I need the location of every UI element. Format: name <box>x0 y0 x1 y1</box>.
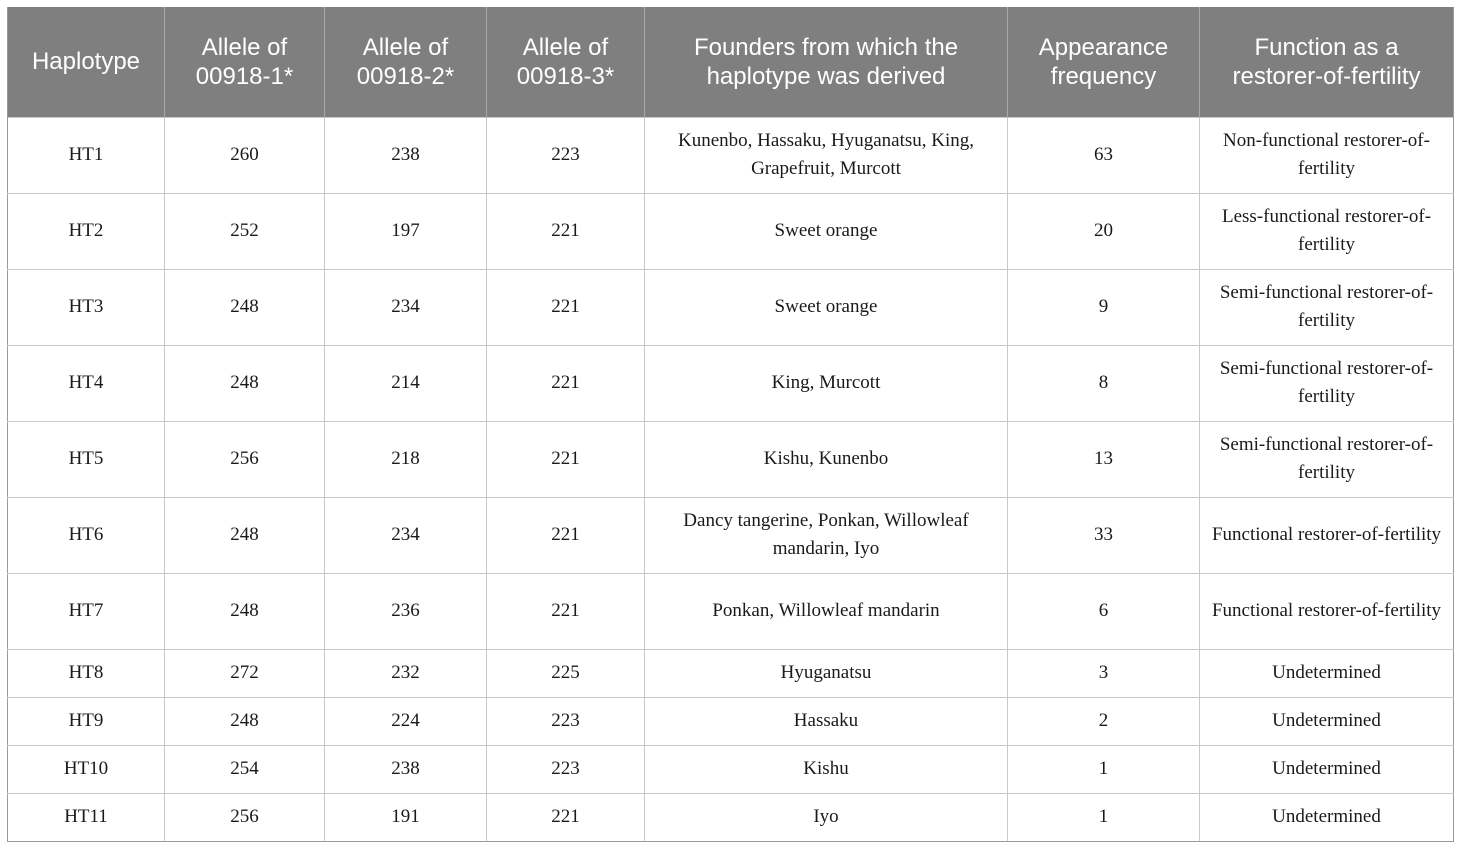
haplotype-cell: HT3 <box>8 269 165 345</box>
allele-3-cell: 223 <box>487 117 645 193</box>
frequency-cell: 20 <box>1008 193 1200 269</box>
frequency-cell: 9 <box>1008 269 1200 345</box>
function-cell: Semi-functional restorer-of-fertility <box>1200 345 1454 421</box>
allele-1-cell: 256 <box>165 421 325 497</box>
table-row <box>8 421 1454 497</box>
function-cell: Less-functional restorer-of-fertility <box>1200 193 1454 269</box>
header-row <box>8 7 1454 117</box>
frequency-cell: 6 <box>1008 573 1200 649</box>
header-function: Function as a restorer-of-fertility <box>1200 7 1454 117</box>
allele-1-cell: 248 <box>165 497 325 573</box>
table-row <box>8 697 1454 745</box>
allele-2-cell: 224 <box>325 697 487 745</box>
header-allele-1: Allele of 00918-1* <box>165 7 325 117</box>
allele-3-cell: 221 <box>487 193 645 269</box>
table-row <box>8 497 1454 573</box>
allele-2-cell: 232 <box>325 649 487 697</box>
frequency-cell: 2 <box>1008 697 1200 745</box>
allele-3-cell: 221 <box>487 345 645 421</box>
function-cell: Semi-functional restorer-of-fertility <box>1200 421 1454 497</box>
allele-2-cell: 197 <box>325 193 487 269</box>
frequency-cell: 3 <box>1008 649 1200 697</box>
table-row <box>8 345 1454 421</box>
function-cell: Undetermined <box>1200 745 1454 793</box>
function-cell: Non-functional restorer-of-fertility <box>1200 117 1454 193</box>
allele-3-cell: 221 <box>487 793 645 841</box>
allele-3-cell: 221 <box>487 421 645 497</box>
allele-2-cell: 238 <box>325 117 487 193</box>
frequency-cell: 63 <box>1008 117 1200 193</box>
allele-3-cell: 223 <box>487 697 645 745</box>
founders-cell: Kishu <box>645 745 1008 793</box>
header-frequency: Appearance frequency <box>1008 7 1200 117</box>
haplotype-cell: HT4 <box>8 345 165 421</box>
header-haplotype: Haplotype <box>8 7 165 117</box>
frequency-cell: 1 <box>1008 793 1200 841</box>
allele-3-cell: 225 <box>487 649 645 697</box>
frequency-cell: 13 <box>1008 421 1200 497</box>
header-allele-2: Allele of 00918-2* <box>325 7 487 117</box>
allele-1-cell: 272 <box>165 649 325 697</box>
allele-3-cell: 221 <box>487 269 645 345</box>
header-founders: Founders from which the haplotype was derived <box>645 7 1008 117</box>
allele-2-cell: 214 <box>325 345 487 421</box>
allele-3-cell: 221 <box>487 573 645 649</box>
allele-1-cell: 254 <box>165 745 325 793</box>
function-cell: Undetermined <box>1200 793 1454 841</box>
allele-1-cell: 248 <box>165 697 325 745</box>
allele-2-cell: 234 <box>325 497 487 573</box>
frequency-cell: 1 <box>1008 745 1200 793</box>
founders-cell: Hyuganatsu <box>645 649 1008 697</box>
allele-1-cell: 248 <box>165 573 325 649</box>
allele-2-cell: 218 <box>325 421 487 497</box>
allele-1-cell: 248 <box>165 345 325 421</box>
function-cell: Functional restorer-of-fertility <box>1200 573 1454 649</box>
founders-cell: Hassaku <box>645 697 1008 745</box>
haplotype-cell: HT7 <box>8 573 165 649</box>
founders-cell: Dancy tangerine, Ponkan, Willowleaf mandarin, Iyo <box>645 497 1008 573</box>
allele-2-cell: 236 <box>325 573 487 649</box>
frequency-cell: 33 <box>1008 497 1200 573</box>
allele-2-cell: 238 <box>325 745 487 793</box>
function-cell: Semi-functional restorer-of-fertility <box>1200 269 1454 345</box>
founders-cell: Ponkan, Willowleaf mandarin <box>645 573 1008 649</box>
frequency-cell: 8 <box>1008 345 1200 421</box>
function-cell: Undetermined <box>1200 697 1454 745</box>
haplotype-cell: HT8 <box>8 649 165 697</box>
table-row <box>8 793 1454 841</box>
function-cell: Functional restorer-of-fertility <box>1200 497 1454 573</box>
table-row <box>8 649 1454 697</box>
allele-1-cell: 256 <box>165 793 325 841</box>
founders-cell: Iyo <box>645 793 1008 841</box>
function-cell: Undetermined <box>1200 649 1454 697</box>
table-row <box>8 573 1454 649</box>
founders-cell: Kunenbo, Hassaku, Hyuganatsu, King, Grapefruit, Murcott <box>645 117 1008 193</box>
table-row <box>8 193 1454 269</box>
founders-cell: Sweet orange <box>645 193 1008 269</box>
haplotype-cell: HT10 <box>8 745 165 793</box>
allele-2-cell: 234 <box>325 269 487 345</box>
allele-3-cell: 221 <box>487 497 645 573</box>
haplotype-cell: HT6 <box>8 497 165 573</box>
header-allele-3: Allele of 00918-3* <box>487 7 645 117</box>
haplotype-table <box>7 7 1454 842</box>
haplotype-cell: HT1 <box>8 117 165 193</box>
haplotype-cell: HT2 <box>8 193 165 269</box>
allele-1-cell: 252 <box>165 193 325 269</box>
founders-cell: Sweet orange <box>645 269 1008 345</box>
founders-cell: Kishu, Kunenbo <box>645 421 1008 497</box>
haplotype-cell: HT11 <box>8 793 165 841</box>
founders-cell: King, Murcott <box>645 345 1008 421</box>
allele-3-cell: 223 <box>487 745 645 793</box>
haplotype-cell: HT5 <box>8 421 165 497</box>
table-row <box>8 269 1454 345</box>
allele-1-cell: 248 <box>165 269 325 345</box>
table-row <box>8 745 1454 793</box>
allele-1-cell: 260 <box>165 117 325 193</box>
allele-2-cell: 191 <box>325 793 487 841</box>
haplotype-cell: HT9 <box>8 697 165 745</box>
table-row <box>8 117 1454 193</box>
